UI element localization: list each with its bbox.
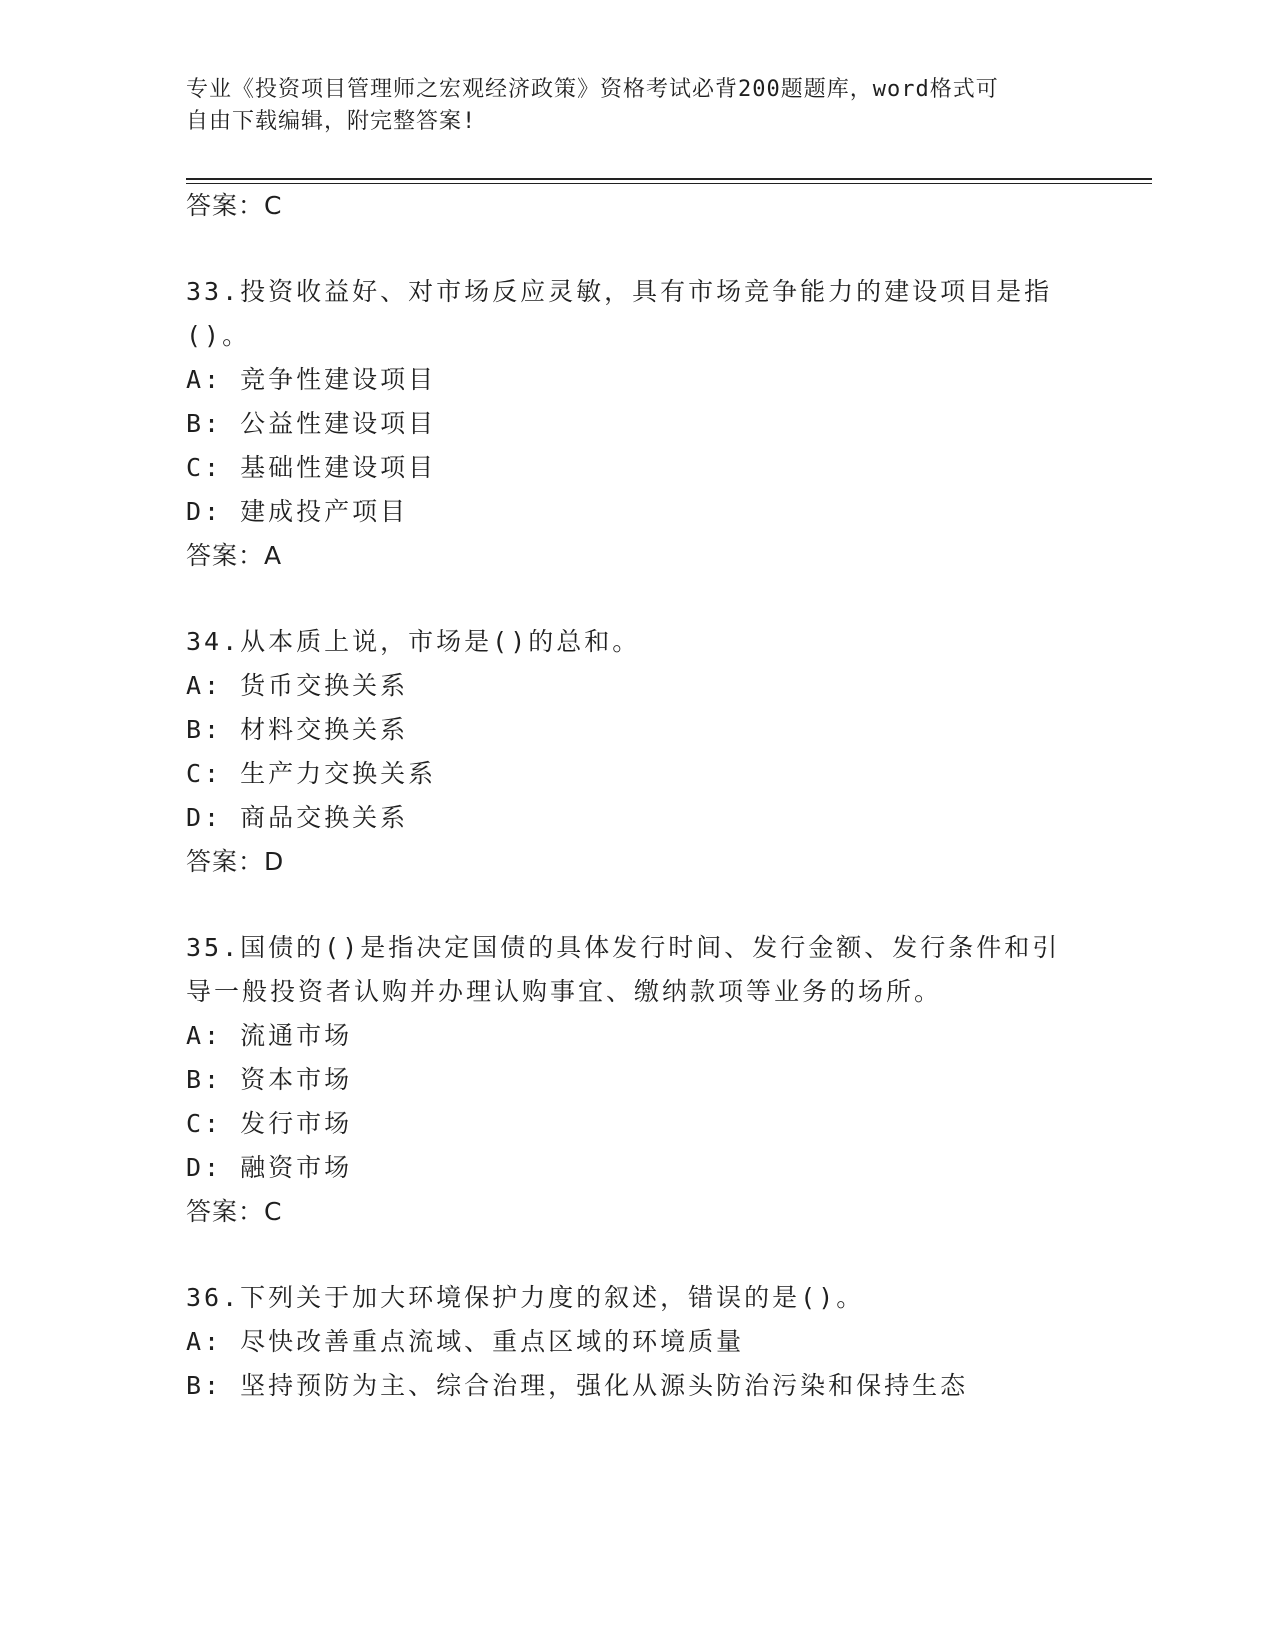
question-33-option-b: B: 公益性建设项目 <box>186 409 437 438</box>
header-line-1: 专业《投资项目管理师之宏观经济政策》资格考试必背200题题库，word格式可 <box>186 77 999 102</box>
question-33-stem-line-2: ()。 <box>186 321 251 350</box>
question-35-option-a: A: 流通市场 <box>186 1021 353 1050</box>
question-34-option-c: C: 生产力交换关系 <box>186 759 437 788</box>
question-35-stem-line-2: 导一般投资者认购并办理认购事宜、缴纳款项等业务的场所。 <box>186 977 943 1006</box>
question-36-option-a: A: 尽快改善重点流域、重点区域的环境质量 <box>186 1327 745 1356</box>
header-divider-thin <box>186 183 1152 184</box>
question-35-answer: 答案：C <box>186 1197 283 1226</box>
question-35-option-b: B: 资本市场 <box>186 1065 353 1094</box>
question-33-option-d: D: 建成投产项目 <box>186 497 409 526</box>
page-header <box>186 74 1066 138</box>
header-line-2: 自由下载编辑，附完整答案! <box>186 109 477 134</box>
header-divider <box>186 178 1152 180</box>
question-35-stem-line-1: 35.国债的()是指决定国债的具体发行时间、发行金额、发行条件和引 <box>186 933 1061 962</box>
question-33-option-a: A: 竞争性建设项目 <box>186 365 437 394</box>
question-33-answer: 答案：A <box>186 541 283 570</box>
question-35-option-d: D: 融资市场 <box>186 1153 353 1182</box>
previous-answer: 答案：C <box>186 191 283 220</box>
question-34-option-b: B: 材料交换关系 <box>186 715 409 744</box>
question-36-stem-line-1: 36.下列关于加大环境保护力度的叙述，错误的是()。 <box>186 1283 865 1312</box>
question-33-option-c: C: 基础性建设项目 <box>186 453 437 482</box>
question-34-answer: 答案：D <box>186 847 285 876</box>
question-36-option-b: B: 坚持预防为主、综合治理，强化从源头防治污染和保持生态 <box>186 1371 969 1400</box>
question-35-option-c: C: 发行市场 <box>186 1109 353 1138</box>
question-33-stem-line-1: 33.投资收益好、对市场反应灵敏，具有市场竞争能力的建设项目是指 <box>186 277 1053 306</box>
question-34-option-a: A: 货币交换关系 <box>186 671 409 700</box>
question-34-stem-line-1: 34.从本质上说，市场是()的总和。 <box>186 627 641 656</box>
question-34-option-d: D: 商品交换关系 <box>186 803 409 832</box>
